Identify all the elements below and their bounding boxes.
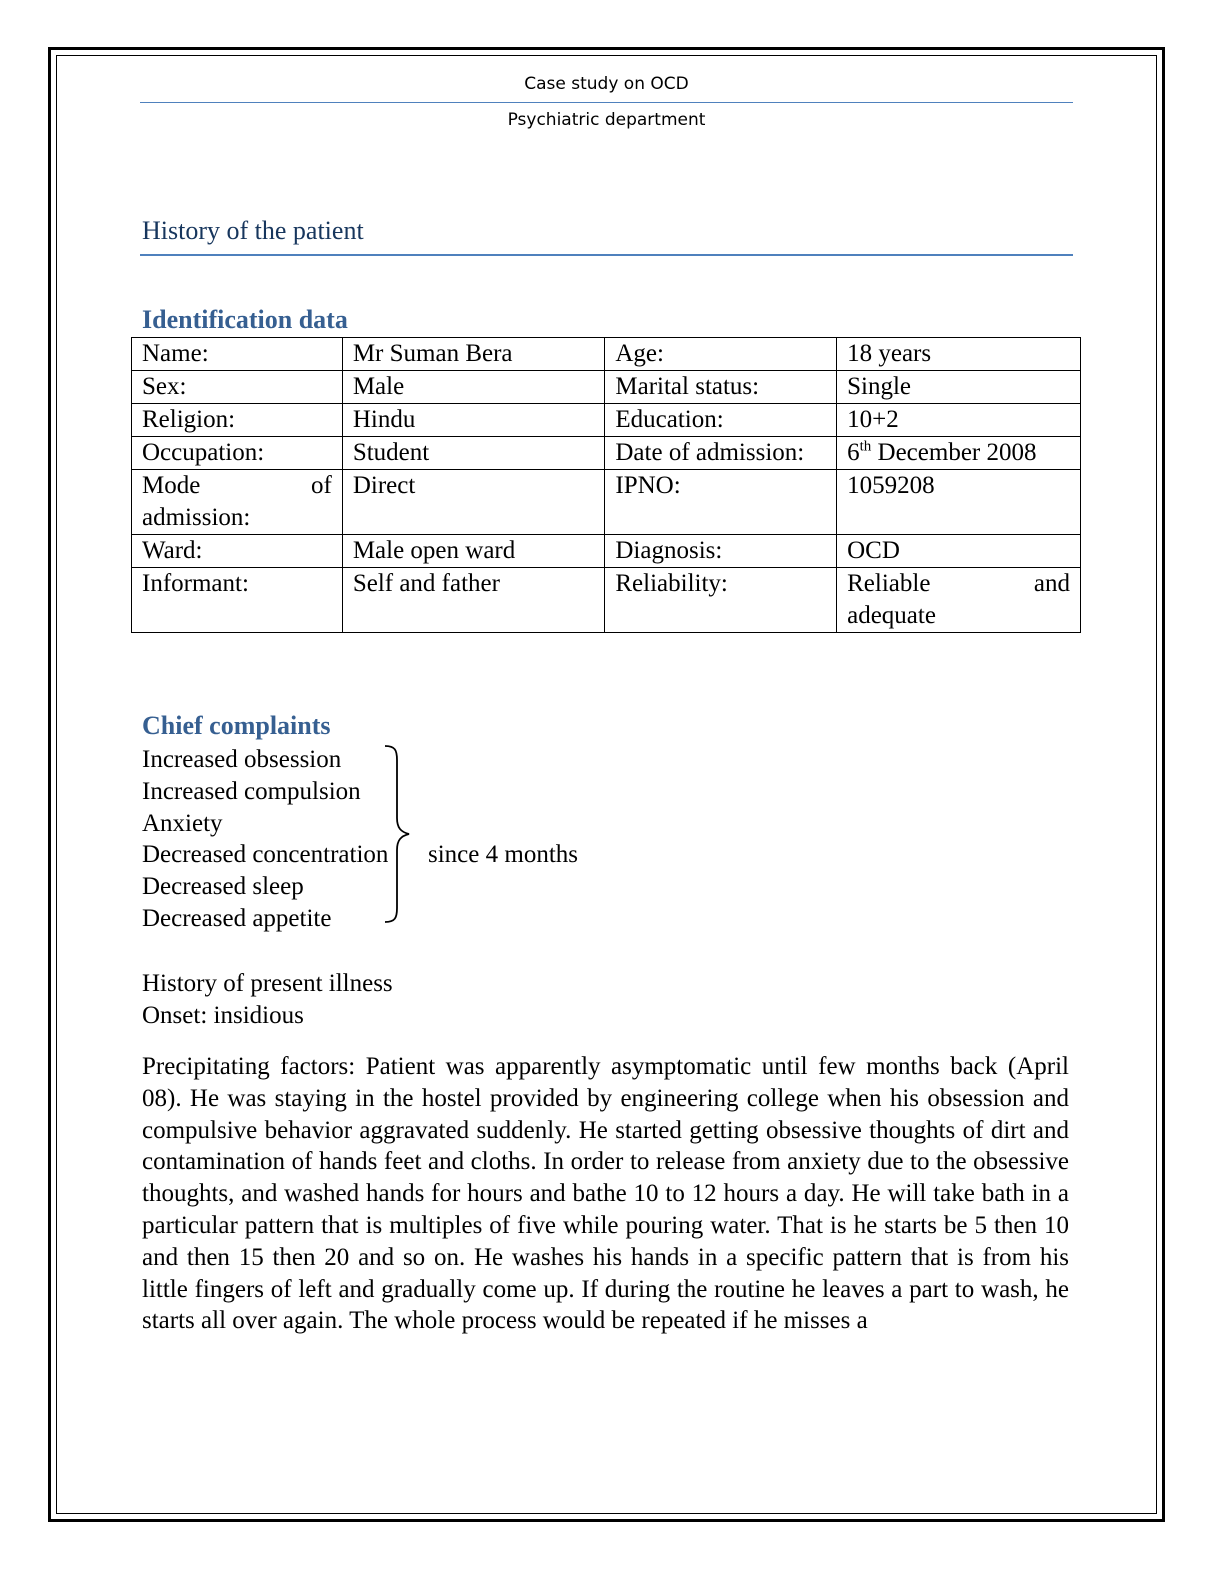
table-cell: Date of admission: — [605, 437, 837, 470]
admission-day-suffix: th — [859, 438, 872, 455]
table-row — [132, 338, 1081, 371]
onset-text: Onset: insidious — [142, 1001, 304, 1029]
right-curly-brace-icon — [383, 744, 413, 924]
table-cell: Sex: — [132, 371, 343, 404]
chief-complaints-heading: Chief complaints — [142, 711, 331, 740]
admission-month-year: December 2008 — [871, 439, 1037, 466]
adequate-word: adequate — [847, 602, 936, 629]
table-row — [132, 568, 1081, 633]
table-cell: Male — [342, 371, 605, 404]
header-title: Case study on OCD — [524, 74, 689, 94]
table-cell: Reliability: — [605, 568, 837, 633]
table-row — [132, 404, 1081, 437]
precipitating-factors-paragraph — [142, 1051, 1069, 1337]
table-cell: 18 years — [837, 338, 1081, 371]
table-cell: Single — [837, 371, 1081, 404]
header-department: Psychiatric department — [507, 110, 706, 130]
table-row — [132, 437, 1081, 470]
table-cell: Age: — [605, 338, 837, 371]
table-cell: Self and father — [342, 568, 605, 633]
admission-date-cell — [837, 437, 1081, 470]
mode-word: Mode — [142, 472, 201, 499]
table-cell: Religion: — [132, 404, 343, 437]
table-cell: Marital status: — [605, 371, 837, 404]
table-cell: Education: — [605, 404, 837, 437]
list-item: Increased obsession — [142, 746, 342, 773]
table-cell: Direct — [342, 470, 605, 535]
mode-of-admission-cell — [132, 470, 343, 535]
list-item: Decreased sleep — [142, 873, 304, 901]
admission-word: admission: — [142, 504, 251, 531]
table-cell: IPNO: — [605, 470, 837, 535]
table-cell: Occupation: — [132, 437, 343, 470]
table-cell: Student — [342, 437, 605, 470]
list-item: Decreased appetite — [142, 904, 332, 932]
of-word: of — [310, 472, 332, 499]
table-cell: Male open ward — [342, 535, 605, 568]
table-row — [132, 371, 1081, 404]
precipitating-factors-text: Precipitating factors: Patient was apparently asymptomatic until few months back (April 08). He was staying in the hostel provided by engineering college when his obsession and compulsive behavior aggravated suddenly. He started getting obsessive thoughts of dirt and contamination of hands feet and cloths. In order to release from anxiety due to the obsessive thoughts, and washed hands for hours and bathe 10 to 12 hours a day. He will take bath in a particular pattern that is multiples of five while pouring water. That is he starts be 5 then 10 and then 15 then 20 and so on. He washes his hands in a specific pattern that is from his little fingers of left and gradually come up. If during the routine he leaves a part to wash, he starts all over again. The whole process would be repeated if he misses a — [142, 1053, 1069, 1335]
chief-complaints-list — [142, 744, 388, 935]
table-cell: Ward: — [132, 535, 343, 568]
list-item: Increased compulsion — [142, 777, 361, 805]
page-title: History of the patient — [142, 216, 364, 245]
identification-table — [131, 337, 1081, 633]
table-cell: Mr Suman Bera — [342, 338, 605, 371]
identification-heading: Identification data — [142, 305, 348, 334]
reliability-cell — [837, 568, 1081, 633]
hpi-heading: History of present illness — [142, 970, 393, 997]
table-row — [132, 535, 1081, 568]
table-cell: OCD — [837, 535, 1081, 568]
table-cell: Informant: — [132, 568, 343, 633]
and-word: and — [1033, 570, 1070, 597]
table-cell: Hindu — [342, 404, 605, 437]
table-cell: Diagnosis: — [605, 535, 837, 568]
title-divider — [140, 254, 1073, 256]
complaints-duration: since 4 months — [428, 841, 578, 868]
table-cell: 10+2 — [837, 404, 1081, 437]
history-present-illness — [142, 968, 393, 1032]
list-item: Decreased concentration — [142, 841, 389, 869]
table-row — [132, 470, 1081, 535]
table-cell: Name: — [132, 338, 343, 371]
list-item: Anxiety — [142, 809, 223, 837]
table-cell: 1059208 — [837, 470, 1081, 535]
reliable-word: Reliable — [847, 570, 931, 597]
header-divider — [140, 102, 1073, 103]
admission-day: 6 — [847, 439, 860, 466]
